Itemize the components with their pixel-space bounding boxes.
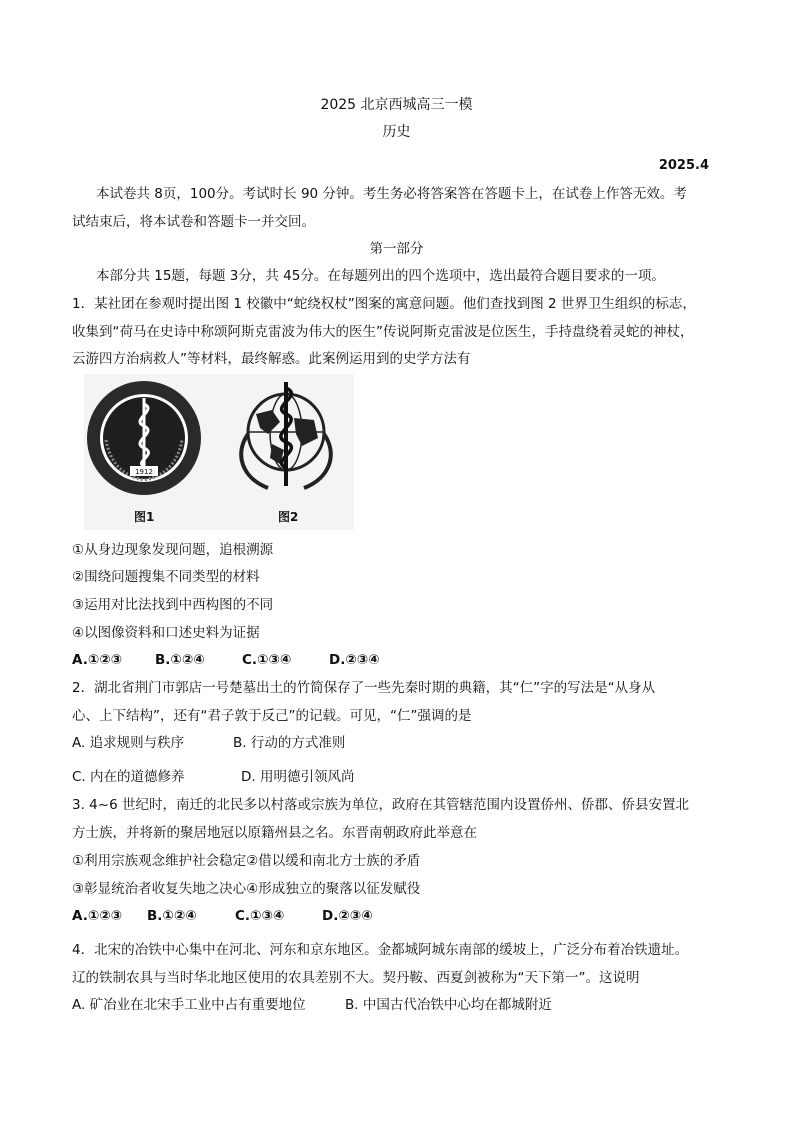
question-3-option-a: A.①②③ xyxy=(72,908,123,924)
question-4-line-1: 4．北宋的冶铁中心集中在河北、河东和京东地区。金都城阿城东南部的缓坡上，广泛分布着冶铁遗址。 xyxy=(72,942,689,958)
question-2-line-2: 心、上下结构”，还有“君子敦于反己”的记载。可见，“仁”强调的是 xyxy=(72,708,472,724)
question-1-option-a: A.①②③ xyxy=(72,652,123,668)
question-3-items-line-2: ③彰显统治者收复失地之决心④形成独立的聚落以征发赋役 xyxy=(72,881,421,897)
figure-images xyxy=(84,374,354,530)
instructions-line-2: 试结束后，将本试卷和答题卡一并交回。 xyxy=(72,214,315,230)
question-1-line-1: 1．某社团在参观时提出图 1 校徽中“蛇绕权杖”图案的寓意问题。他们查找到图 2 世界卫生组织的标志， xyxy=(72,296,696,312)
question-1-item-1: ①从身边现象发现问题，追根溯源 xyxy=(72,542,274,558)
fig1-emblem xyxy=(87,381,201,495)
question-2-option-b: B. 行动的方式准则 xyxy=(233,735,346,751)
question-3-items-line-1: ①利用宗族观念维护社会稳定②借以缓和南北方士族的矛盾 xyxy=(72,853,421,869)
exam-title: 2025 北京西城高三一模 xyxy=(320,97,473,113)
question-3-line-1: 3. 4~6 世纪时，南迁的北民多以村落或宗族为单位，政府在其管辖范围内设置侨州、侨郡、侨县安置北 xyxy=(72,797,689,813)
question-1-item-2: ②围绕问题搜集不同类型的材料 xyxy=(72,569,260,585)
question-3-option-c: C.①③④ xyxy=(235,908,285,924)
question-2-option-a: A. 追求规则与秩序 xyxy=(72,735,185,751)
question-2-line-1: 2．湖北省荆门市郭店一号楚墓出土的竹简保存了一些先秦时期的典籍，其“仁”字的写法是“从身从 xyxy=(72,680,656,696)
question-4-option-b: B. 中国古代冶铁中心均在都城附近 xyxy=(345,997,552,1013)
part-description: 本部分共 15题，每题 3分，共 45分。在每题列出的四个选项中，选出最符合题目要求的一项。 xyxy=(96,268,665,284)
figure-1-label: 图1 xyxy=(134,510,155,524)
question-1-line-3: 云游四方治病救人”等材料，最终解惑。此案例运用到的史学方法有 xyxy=(72,351,471,367)
question-3-option-d: D.②③④ xyxy=(322,908,373,924)
subject-title: 历史 xyxy=(382,124,411,140)
question-2-option-d: D. 用明德引领风尚 xyxy=(241,769,355,785)
question-1-option-d: D.②③④ xyxy=(329,652,380,668)
question-3-option-b: B.①②④ xyxy=(147,908,197,924)
figure-2-label: 图2 xyxy=(278,510,299,524)
question-1-line-2: 收集到“荷马在史诗中称颂阿斯克雷波为伟大的医生”传说阿斯克雷波是位医生，手持盘绕着灵蛇的神杖， xyxy=(72,324,694,340)
instructions-line-1: 本试卷共 8页，100分。考试时长 90 分钟。考生务必将答案答在答题卡上，在试卷上作答无效。考 xyxy=(96,186,687,202)
question-1-item-4: ④以图像资料和口述史料为证据 xyxy=(72,625,260,641)
fig1-year: 1912 xyxy=(135,468,153,476)
part-title: 第一部分 xyxy=(369,241,424,257)
question-3-line-2: 方士族，并将新的聚居地冠以原籍州县之名。东晋南朝政府此举意在 xyxy=(72,825,477,841)
question-2-option-c: C. 内在的道德修养 xyxy=(72,769,185,785)
question-1-option-c: C.①③④ xyxy=(242,652,292,668)
question-1-option-b: B.①②④ xyxy=(155,652,205,668)
question-1-item-3: ③运用对比法找到中西构图的不同 xyxy=(72,597,274,613)
exam-date: 2025.4 xyxy=(658,158,709,173)
question-4-option-a: A. 矿冶业在北宋手工业中占有重要地位 xyxy=(72,997,306,1013)
question-4-line-2: 辽的铁制农具与当时华北地区使用的农具差别不大。契丹鞍、西夏剑被称为“天下第一”。这说明 xyxy=(72,970,640,986)
question-1-figures xyxy=(84,374,354,530)
